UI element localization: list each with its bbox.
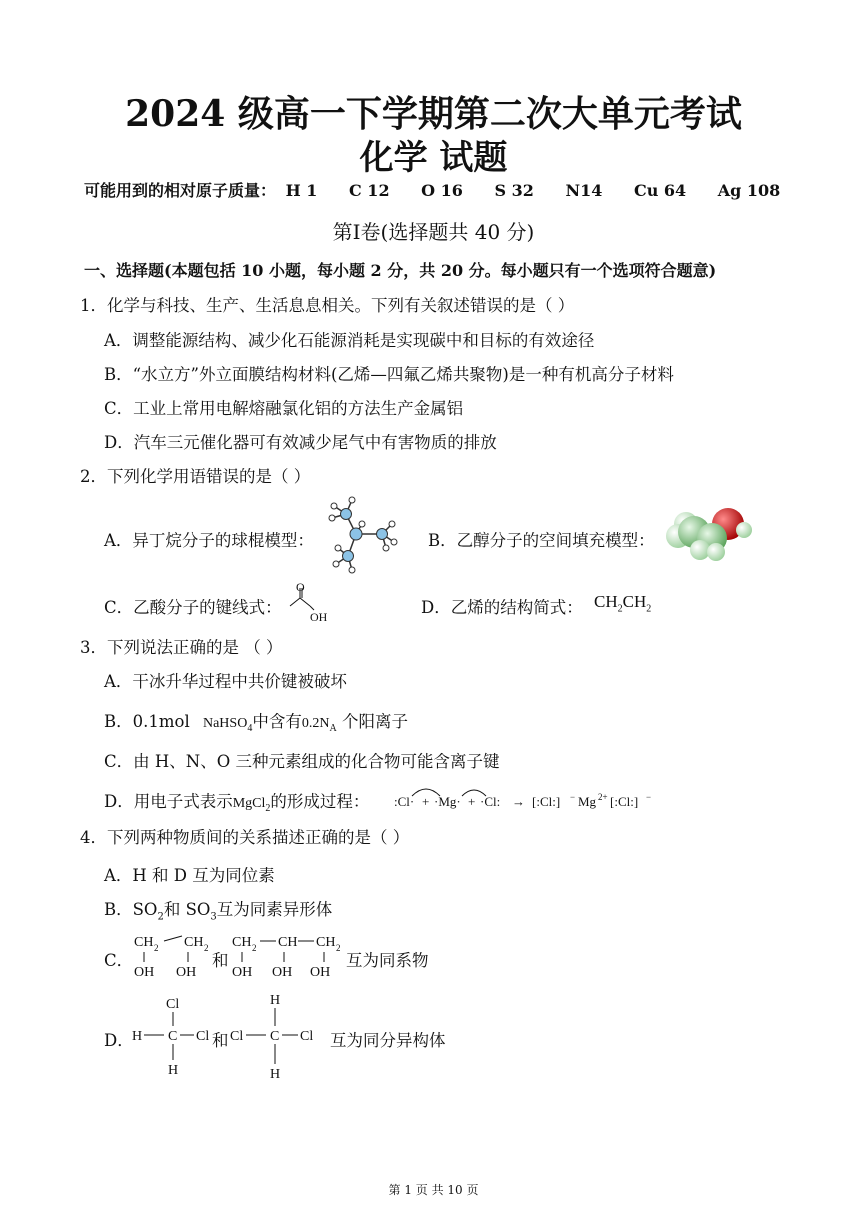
- section-title: 第Ⅰ卷(选择题共 40 分): [332, 220, 535, 244]
- svg-text:OH: OH: [272, 965, 293, 980]
- svg-text:Cl: Cl: [166, 997, 180, 1012]
- svg-text:−: −: [646, 792, 652, 802]
- q1-option-b: B．“水立方”外立面膜结构材料(乙烯—四氟乙烯共聚物)是一种有机高分子材料: [104, 365, 674, 384]
- mass-item: Ag 108: [717, 181, 781, 200]
- mass-item: C 12: [349, 181, 390, 200]
- ethylene-structure: $CH_2CH_2$: [594, 592, 652, 615]
- svg-text:CH: CH: [232, 935, 252, 950]
- svg-text:2: 2: [336, 943, 341, 953]
- svg-text:H: H: [168, 1063, 179, 1078]
- q3-option-b-mid: 中含有: [252, 712, 302, 731]
- mass-item: S 32: [494, 181, 534, 200]
- q1-option-d: D．汽车三元催化器可有效减少尾气中有害物质的排放: [104, 433, 497, 452]
- q1-option-c: C．工业上常用电解熔融氯化铝的方法生产金属铝: [104, 399, 464, 418]
- svg-text:−: −: [570, 792, 576, 802]
- q3-option-b: [104, 708, 408, 734]
- svg-text:H: H: [132, 1029, 143, 1044]
- acetic-acid-oh-label: OH: [310, 610, 328, 624]
- svg-text:Cl: Cl: [196, 1029, 210, 1044]
- nahso4-formula: NaHSO$_4$: [202, 716, 253, 734]
- svg-text:Cl: Cl: [300, 1029, 314, 1044]
- isobutane-ball-stick-model: [322, 494, 402, 574]
- svg-text:2: 2: [204, 943, 209, 953]
- svg-text:Mg: Mg: [578, 794, 597, 809]
- q4-option-c: C．: [104, 951, 134, 970]
- svg-text:OH: OH: [134, 965, 155, 980]
- glycol-glycerol-structures: [132, 930, 347, 982]
- svg-text:Cl: Cl: [230, 1029, 244, 1044]
- svg-text::Cl·: :Cl·: [394, 794, 415, 809]
- avogadro-count: $0.2N_A$: [301, 716, 337, 734]
- svg-text:CH: CH: [184, 935, 204, 950]
- svg-text:·Cl:: ·Cl:: [480, 794, 501, 809]
- ethanol-space-filling-model: [664, 502, 754, 562]
- q4-option-c-and: 和: [212, 951, 229, 970]
- svg-text:+: +: [468, 794, 476, 809]
- exam-subtitle: 化学 试题: [359, 138, 508, 178]
- q4-option-d-end: 互为同分异构体: [330, 1031, 446, 1050]
- q4-option-c-end: 互为同系物: [346, 951, 429, 970]
- svg-text:OH: OH: [232, 965, 253, 980]
- q3-option-a: A．干冰升华过程中共价键被破坏: [104, 672, 347, 691]
- part-instructions: 一、选择题(本题包括 10 小题，每小题 2 分，共 20 分。每小题只有一个选项符合题意): [84, 261, 717, 280]
- q3-option-b-end: 个阳离子: [341, 712, 408, 731]
- mass-item: Cu 64: [633, 181, 687, 200]
- q1-option-a: A．调整能源结构、减少化石能源消耗是实现碳中和目标的有效途径: [104, 331, 595, 350]
- q4-option-d: D．: [104, 1031, 134, 1050]
- svg-text:OH: OH: [310, 965, 331, 980]
- q3-option-d-label: D．用电子式表示: [104, 792, 233, 811]
- q2-option-c: C．乙酸分子的键线式：: [104, 598, 282, 617]
- svg-text:H: H: [270, 993, 281, 1008]
- page-footer: 第 1 页 共 10 页: [388, 1183, 479, 1197]
- svg-text:[:Cl:]: [:Cl:]: [532, 794, 561, 809]
- svg-text:2+: 2+: [598, 792, 608, 802]
- ch-group: CH: [622, 592, 647, 611]
- mass-item: H 1: [285, 181, 318, 200]
- ch-group: CH: [594, 592, 618, 611]
- q4-option-a: A．H 和 D 互为同位素: [104, 866, 275, 885]
- q4-option-b: B．$SO_2$和 $SO_3$互为同素异形体: [104, 900, 333, 923]
- q3-option-d-end: 的形成过程：: [270, 792, 370, 811]
- svg-text:2: 2: [252, 943, 257, 953]
- svg-text:CH: CH: [316, 935, 336, 950]
- mass-item: O 16: [421, 181, 463, 200]
- svg-text:→: →: [512, 794, 525, 809]
- svg-text:·Mg·: ·Mg·: [434, 794, 461, 809]
- svg-text:+: +: [422, 794, 430, 809]
- q4-option-b-end: 互为同素异形体: [216, 900, 333, 919]
- svg-text:H: H: [270, 1067, 281, 1082]
- mass-item: N14: [565, 181, 603, 200]
- so3-label: 和 SO: [163, 900, 211, 919]
- mgcl2-electron-dot-formation: [390, 782, 650, 816]
- so2-label: B．SO: [104, 900, 158, 919]
- question-2-stem: 2．下列化学用语错误的是（ ）: [80, 467, 311, 486]
- q4-option-d-and: 和: [212, 1031, 229, 1050]
- q2-option-b: B．乙醇分子的空间填充模型：: [428, 531, 655, 550]
- exam-title: 2024 级高一下学期第二次大单元考试: [125, 93, 742, 135]
- svg-text:C: C: [168, 1029, 178, 1044]
- q2-option-d: D．乙烯的结构简式：: [421, 598, 583, 617]
- svg-text:CH: CH: [134, 935, 154, 950]
- svg-text:CH: CH: [278, 935, 298, 950]
- acetic-acid-o-label: O: [296, 580, 305, 594]
- svg-text:[:Cl:]: [:Cl:]: [610, 794, 639, 809]
- svg-text:2: 2: [154, 943, 159, 953]
- mgcl2-formula: MgCl$_2$: [232, 796, 271, 814]
- q2-option-a: A．异丁烷分子的球棍模型：: [104, 531, 314, 550]
- question-3-stem: 3．下列说法正确的是 （ ）: [80, 638, 283, 657]
- atomic-masses: [84, 178, 780, 201]
- q3-option-b-label: B．0.1mol: [104, 712, 190, 731]
- question-1-stem: 1．化学与科技、生产、生活息息相关。下列有关叙述错误的是（ ）: [80, 296, 575, 315]
- q3-option-c: C．由 H、N、O 三种元素组成的化合物可能含离子键: [104, 752, 500, 771]
- q3-option-d: [104, 788, 369, 814]
- question-4-stem: 4．下列两种物质间的关系描述正确的是（ ）: [80, 828, 410, 847]
- svg-text:OH: OH: [176, 965, 197, 980]
- svg-text:C: C: [270, 1029, 280, 1044]
- atomic-masses-label: 可能用到的相对原子质量：: [84, 181, 277, 200]
